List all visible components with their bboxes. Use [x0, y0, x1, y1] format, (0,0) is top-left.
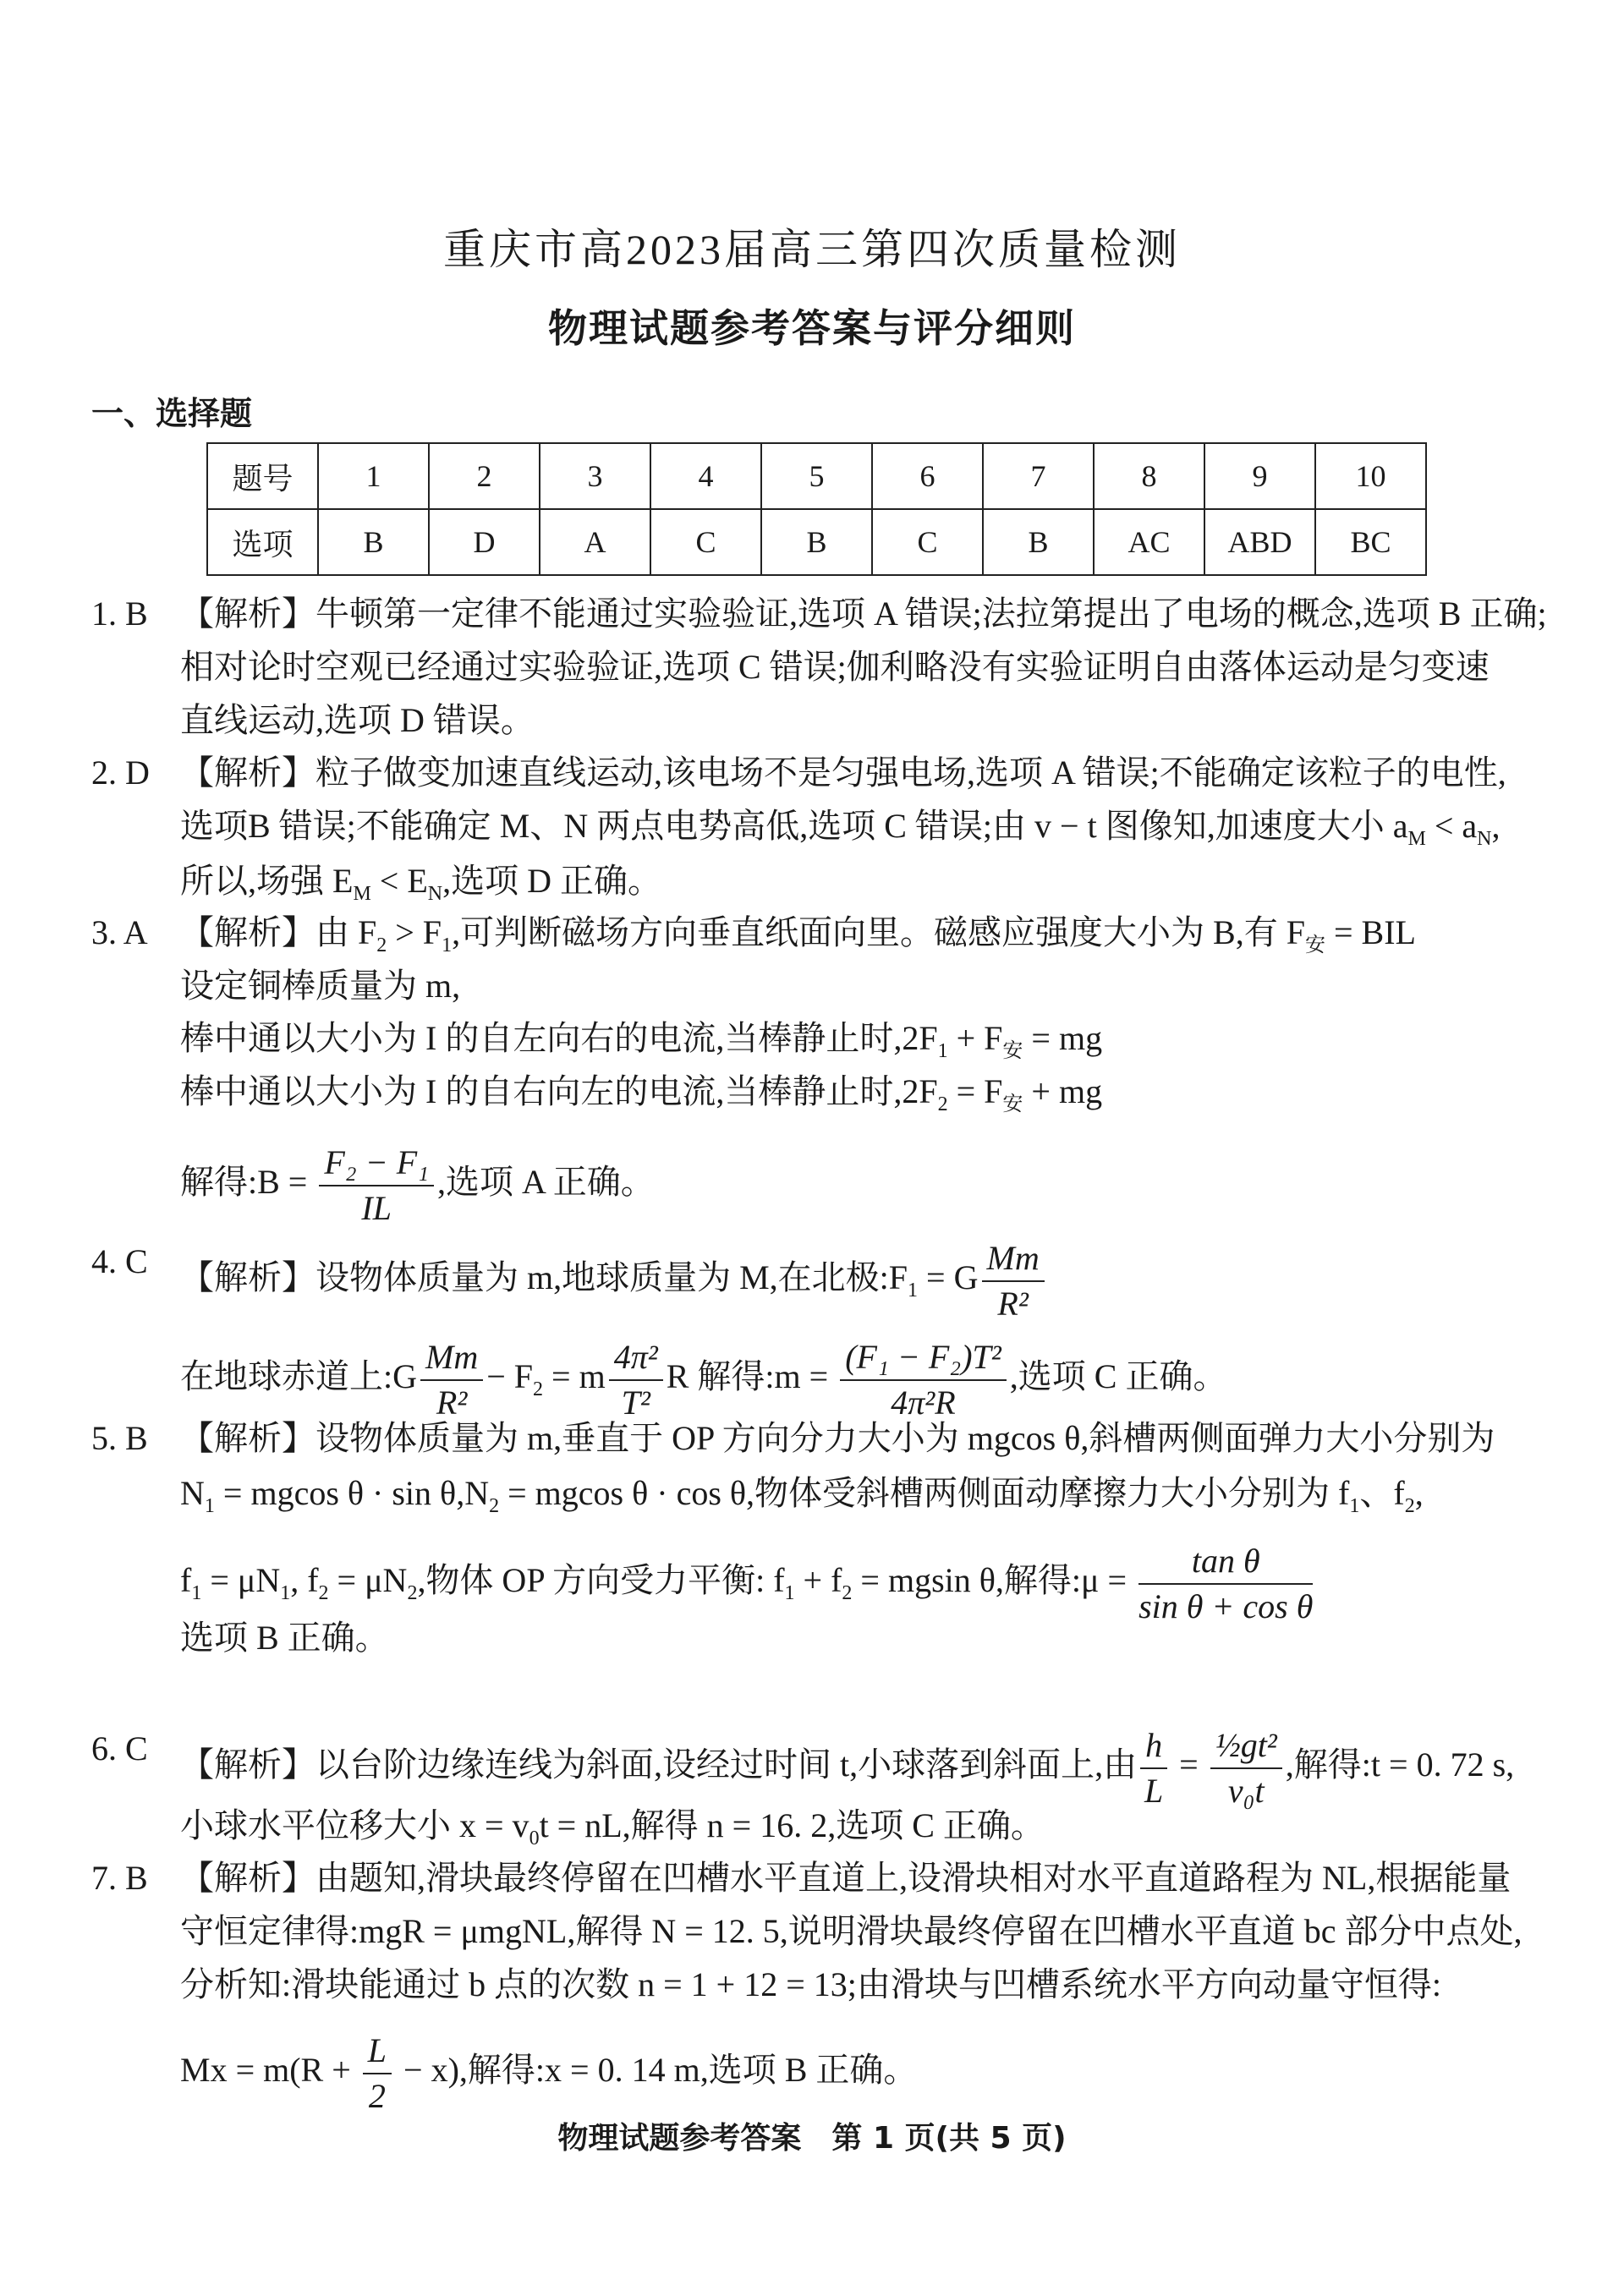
table-cell: D — [429, 509, 540, 575]
table-cell: BC — [1315, 509, 1426, 575]
numerator: (F₁ − F₂)T² — [840, 1335, 1007, 1381]
denominator: v₀t — [1227, 1772, 1265, 1810]
text-segment: 相对论时空观已经通过实验验证,选项 C 错误;伽利略没有实验证明自由落体运动是匀变速 — [180, 648, 1490, 686]
fraction — [840, 1335, 1007, 1425]
table-cell: ABD — [1204, 509, 1315, 575]
text-segment: 分析知:滑块能通过 b 点的次数 n = 1 + 12 = 13;由滑块与凹槽系统水平方向动量守恒得: — [180, 1965, 1442, 2003]
text-segment: R 解得:m = — [666, 1357, 837, 1396]
text-segment: < E — [370, 862, 428, 900]
document-title: 重庆市高2023届高三第四次质量检测 — [443, 226, 1181, 273]
numerator: L — [363, 2029, 392, 2074]
text-segment: 棒中通以大小为 I 的自左向右的电流,当棒静止时,2F — [180, 1019, 938, 1057]
denominator: sin θ + cos θ — [1138, 1587, 1314, 1625]
question-number: 1. B — [91, 595, 148, 633]
subscript: M — [353, 883, 371, 905]
table-cell: C — [650, 509, 761, 575]
text-segment: = — [1171, 1745, 1207, 1784]
explanation-line — [180, 1959, 1539, 2010]
text-segment: 小球水平位移大小 x = v — [180, 1806, 529, 1844]
numerator: h — [1140, 1723, 1167, 1769]
text-segment: = G — [918, 1258, 979, 1297]
denominator: 4π²R — [891, 1384, 956, 1422]
text-segment: = μN — [201, 1561, 281, 1600]
text-segment: ,解得:t = 0. 72 s, — [1285, 1745, 1515, 1784]
numerator: 4π² — [609, 1335, 663, 1381]
text-segment: 【解析】粒子做变加速直线运动,该电场不是匀强电场,选项 A 错误;不能确定该粒子的电性, — [180, 753, 1506, 792]
table-cell: AC — [1094, 509, 1204, 575]
subscript: 2 — [376, 934, 387, 956]
subscript: 1 — [937, 1040, 948, 1062]
fraction — [420, 1335, 483, 1425]
explanation-line — [180, 1013, 1539, 1064]
text-segment: + f — [794, 1561, 842, 1600]
question-number: 5. B — [91, 1419, 148, 1457]
text-segment: , f — [290, 1561, 319, 1600]
row-label: 选项 — [207, 509, 318, 575]
text-segment: − F — [486, 1357, 534, 1396]
explanation-line — [180, 748, 1539, 798]
text-segment: > F — [387, 913, 442, 951]
denominator: IL — [361, 1189, 392, 1227]
denominator: R² — [436, 1384, 468, 1422]
fraction — [363, 2029, 392, 2118]
denominator: T² — [621, 1384, 650, 1422]
subscript: 2 — [533, 1378, 544, 1401]
subscript: 0 — [529, 1827, 540, 1849]
text-segment: < a — [1425, 807, 1478, 845]
text-segment: ,物体 OP 方向受力平衡: f — [417, 1561, 785, 1600]
subscript: N — [1477, 828, 1492, 850]
subscript: 2 — [489, 1495, 500, 1517]
text-segment: , — [1491, 807, 1501, 845]
explanation-line — [180, 1468, 1539, 1519]
table-cell: 2 — [429, 443, 540, 509]
subscript: 1 — [442, 934, 453, 956]
explanation-line — [180, 1066, 1539, 1117]
row-label: 题号 — [207, 443, 318, 509]
subscript: 1 — [908, 1280, 919, 1302]
table-cell: B — [983, 509, 1094, 575]
table-row-numbers — [207, 443, 1426, 509]
question-number: 3. A — [91, 913, 148, 951]
explanation-line — [180, 1723, 1539, 1810]
table-row-choices — [207, 509, 1426, 575]
numerator: Mm — [982, 1236, 1045, 1282]
text-segment: + mg — [1023, 1072, 1103, 1110]
text-segment: 直线运动,选项 D 错误。 — [180, 701, 535, 739]
subscript: M — [1407, 828, 1426, 850]
text-segment: 设定铜棒质量为 m, — [180, 967, 461, 1005]
text-segment: = m — [543, 1357, 606, 1396]
table-cell: A — [540, 509, 650, 575]
text-segment: ,可判断磁场方向垂直纸面向里。磁感应强度大小为 B,有 F — [452, 913, 1305, 951]
text-segment: = mgcos θ · sin θ,N — [214, 1474, 490, 1512]
question-number: 6. C — [91, 1729, 148, 1767]
text-segment: t = nL,解得 n = 16. 2,选项 C 正确。 — [539, 1806, 1045, 1844]
explanation-line — [180, 589, 1547, 639]
text-segment: = μN — [328, 1561, 408, 1600]
subscript: 安 — [1002, 1093, 1023, 1115]
text-segment: + F — [947, 1019, 1003, 1057]
explanation-line — [180, 695, 1539, 746]
explanation-line — [180, 1800, 1539, 1851]
section-heading: 一、选择题 — [91, 395, 253, 432]
question-number: 4. C — [91, 1242, 148, 1280]
subscript: 1 — [784, 1582, 795, 1605]
document-subtitle: 物理试题参考答案与评分细则 — [548, 305, 1076, 351]
text-segment: = mgsin θ,解得:μ = — [852, 1561, 1136, 1600]
text-segment: 【解析】由 F — [180, 913, 377, 951]
explanation-line — [180, 907, 1539, 958]
table-cell: 9 — [1204, 443, 1315, 509]
question-number: 7. B — [91, 1859, 148, 1897]
subscript: N — [427, 883, 443, 905]
numerator: Mm — [420, 1335, 483, 1381]
numerator: tan θ — [1138, 1539, 1313, 1585]
text-segment: − x),解得:x = 0. 14 m,选项 B 正确。 — [395, 2051, 918, 2090]
explanation-line — [180, 1539, 1539, 1625]
table-cell: 1 — [318, 443, 429, 509]
text-segment: Mx = m(R + — [180, 2051, 359, 2090]
fraction — [609, 1335, 663, 1425]
text-segment: = F — [947, 1072, 1003, 1110]
table-cell: 3 — [540, 443, 650, 509]
text-segment: 【解析】设物体质量为 m,地球质量为 M,在北极:F — [180, 1258, 908, 1297]
fraction — [319, 1141, 434, 1230]
fraction — [982, 1236, 1045, 1326]
subscript: 安 — [1002, 1040, 1023, 1062]
subscript: 1 — [1349, 1495, 1360, 1517]
text-segment: 选项B 错误;不能确定 M、N 两点电势高低,选项 C 错误;由 v − t 图像知,加速度大小 a — [180, 807, 1408, 845]
subscript: 2 — [407, 1582, 418, 1605]
text-segment: ,选项 D 正确。 — [442, 862, 662, 900]
table-cell: 6 — [872, 443, 983, 509]
text-segment: 在地球赤道上:G — [180, 1357, 417, 1396]
explanation-line — [180, 2029, 1539, 2115]
table-cell: C — [872, 509, 983, 575]
text-segment: 【解析】牛顿第一定律不能通过实验验证,选项 A 错误;法拉第提出了电场的概念,选项 B 正确; — [180, 595, 1547, 633]
page-footer: 物理试题参考答案 第 1 页(共 5 页) — [557, 2121, 1067, 2156]
denominator: L — [1144, 1772, 1164, 1810]
text-segment: 选项 B 正确。 — [180, 1619, 389, 1657]
text-segment: 所以,场强 E — [180, 862, 354, 900]
subscript: 安 — [1305, 934, 1325, 956]
text-segment: = mgcos θ · cos θ,物体受斜槽两侧面动摩擦力大小分别为 f — [499, 1474, 1350, 1512]
subscript: 2 — [937, 1093, 948, 1115]
explanation-line — [180, 1853, 1539, 1904]
answer-table — [206, 442, 1427, 576]
text-segment: 【解析】由题知,滑块最终停留在凹槽水平直道上,设滑块相对水平直道路程为 NL,根据能量 — [180, 1859, 1512, 1897]
table-cell: B — [318, 509, 429, 575]
explanation-line — [180, 1141, 1539, 1227]
subscript: 2 — [1404, 1495, 1415, 1517]
subscript: 1 — [280, 1582, 291, 1605]
text-segment: 【解析】设物体质量为 m,垂直于 OP 方向分力大小为 mgcos θ,斜槽两侧面弹力大小分别为 — [180, 1419, 1495, 1457]
text-segment: 【解析】以台阶边缘连线为斜面,设经过时间 t,小球落到斜面上,由 — [180, 1745, 1138, 1784]
text-segment: N — [180, 1474, 205, 1512]
table-cell: 10 — [1315, 443, 1426, 509]
explanation-line — [180, 1413, 1539, 1464]
text-segment: f — [180, 1561, 192, 1600]
text-segment: = mg — [1023, 1019, 1103, 1057]
subscript: 1 — [191, 1582, 202, 1605]
denominator: R² — [997, 1285, 1029, 1323]
table-cell: B — [761, 509, 872, 575]
text-segment: = BIL — [1325, 913, 1416, 951]
table-cell: 5 — [761, 443, 872, 509]
text-segment: 守恒定律得:mgR = μmgNL,解得 N = 12. 5,说明滑块最终停留在凹槽水平直道 bc 部分中点处, — [180, 1912, 1522, 1950]
explanation-line — [180, 1236, 1539, 1323]
text-segment: 解得:B = — [180, 1163, 316, 1202]
text-segment: ,选项 C 正确。 — [1009, 1357, 1227, 1396]
explanation-line — [180, 1613, 1539, 1663]
table-cell: 7 — [983, 443, 1094, 509]
explanation-line — [180, 961, 1539, 1011]
text-segment: 、f — [1359, 1474, 1405, 1512]
explanation-line — [180, 1335, 1539, 1422]
explanation-line — [180, 856, 1539, 907]
subscript: 2 — [318, 1582, 329, 1605]
text-segment: 棒中通以大小为 I 的自右向左的电流,当棒静止时,2F — [180, 1072, 938, 1110]
question-number: 2. D — [91, 753, 150, 792]
text-segment: ,选项 A 正确。 — [437, 1163, 655, 1202]
numerator: F₂ − F₁ — [319, 1141, 434, 1186]
table-cell: 4 — [650, 443, 761, 509]
text-segment: , — [1414, 1474, 1424, 1512]
denominator: 2 — [368, 2077, 386, 2115]
table-cell: 8 — [1094, 443, 1204, 509]
subscript: 1 — [204, 1495, 215, 1517]
subscript: 2 — [842, 1582, 853, 1605]
explanation-line — [180, 1906, 1539, 1957]
explanation-line — [180, 642, 1539, 693]
explanation-line — [180, 801, 1539, 852]
numerator: ½gt² — [1210, 1723, 1282, 1769]
